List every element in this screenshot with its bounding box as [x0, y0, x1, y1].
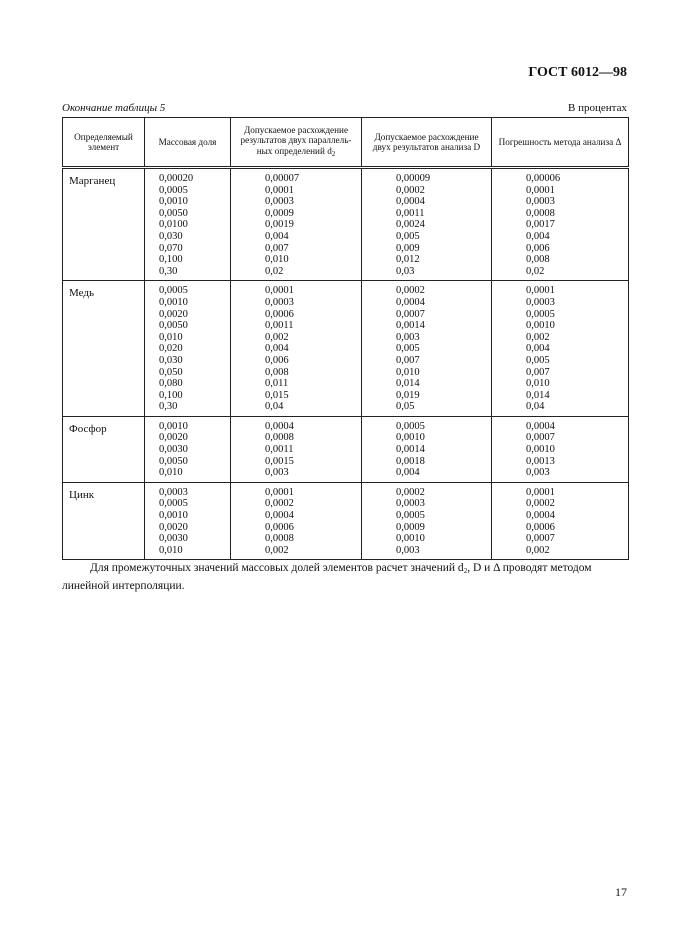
value-delta: 0,014 [526, 389, 550, 401]
element-name: Медь [69, 287, 94, 300]
value-D: 0,0018 [396, 455, 425, 467]
col-header-d2-text: Допускаемое расхождение результатов двух параллель-ных определений d [240, 124, 352, 156]
value-D: 0,007 [396, 354, 420, 366]
value-mass: 0,0010 [159, 196, 188, 208]
table-row [63, 168, 629, 281]
value-d2: 0,010 [265, 254, 289, 266]
note-text-1: Для промежуточных значений массовых долей элементов расчет значений d [90, 562, 464, 574]
col-header-D: Допускаемое расхождение двух результатов анализа D [362, 118, 492, 168]
value-list [145, 417, 230, 482]
value-d2: 0,0004 [265, 420, 294, 432]
value-d2: 0,0001 [265, 486, 294, 498]
value-list [145, 169, 230, 280]
value-d2: 0,0004 [265, 510, 294, 522]
value-delta: 0,004 [526, 343, 550, 355]
value-D: 0,0007 [396, 308, 425, 320]
value-D: 0,010 [396, 366, 420, 378]
interpolation-note [62, 561, 628, 594]
element-name: Фосфор [69, 422, 107, 435]
value-d2: 0,0006 [265, 521, 294, 533]
value-D: 0,0005 [396, 420, 425, 432]
value-mass: 0,0100 [159, 219, 188, 231]
value-D: 0,004 [396, 467, 420, 479]
value-D: 0,0002 [396, 184, 425, 196]
element-cell [63, 482, 145, 560]
value-list [492, 281, 628, 416]
value-mass: 0,30 [159, 265, 178, 277]
value-d2: 0,004 [265, 343, 289, 355]
value-list [145, 281, 230, 416]
value-delta: 0,0013 [526, 455, 555, 467]
value-delta: 0,0001 [526, 285, 555, 297]
value-d2: 0,007 [265, 242, 289, 254]
table-continuation-label: Окончание таблицы 5 [62, 102, 166, 114]
units-label: В процентах [568, 102, 627, 114]
value-cell-d2 [231, 482, 362, 560]
value-cell-delta [492, 281, 629, 417]
value-D: 0,0002 [396, 285, 425, 297]
value-delta: 0,008 [526, 254, 550, 266]
value-d2: 0,0015 [265, 455, 294, 467]
value-D: 0,005 [396, 343, 420, 355]
value-cell-mass [145, 482, 231, 560]
value-mass: 0,0003 [159, 486, 188, 498]
value-cell-delta [492, 482, 629, 560]
value-mass: 0,0050 [159, 320, 188, 332]
value-cell-D [362, 168, 492, 281]
value-D: 0,0010 [396, 432, 425, 444]
col-header-element: Определяемый элемент [63, 118, 145, 168]
value-D: 0,005 [396, 230, 420, 242]
value-mass: 0,030 [159, 230, 183, 242]
value-delta: 0,010 [526, 378, 550, 390]
value-d2: 0,0001 [265, 285, 294, 297]
value-mass: 0,010 [159, 331, 183, 343]
value-cell-d2 [231, 281, 362, 417]
value-delta: 0,006 [526, 242, 550, 254]
value-delta: 0,0017 [526, 219, 555, 231]
value-mass: 0,050 [159, 366, 183, 378]
value-cell-delta [492, 416, 629, 482]
value-mass: 0,0050 [159, 207, 188, 219]
value-mass: 0,010 [159, 544, 183, 556]
value-d2: 0,0003 [265, 196, 294, 208]
value-delta: 0,0010 [526, 444, 555, 456]
element-cell [63, 168, 145, 281]
value-d2: 0,015 [265, 389, 289, 401]
value-list [231, 169, 361, 280]
value-delta: 0,002 [526, 544, 550, 556]
value-mass: 0,00020 [159, 173, 194, 184]
value-D: 0,0024 [396, 219, 425, 231]
value-d2: 0,0011 [265, 320, 294, 332]
value-d2: 0,0006 [265, 308, 294, 320]
element-cell [63, 416, 145, 482]
value-delta: 0,0007 [526, 432, 555, 444]
value-delta: 0,0005 [526, 308, 555, 320]
value-d2: 0,04 [265, 401, 284, 413]
value-D: 0,019 [396, 389, 420, 401]
value-D: 0,003 [396, 331, 420, 343]
value-cell-mass [145, 281, 231, 417]
value-mass: 0,0005 [159, 285, 188, 297]
element-name: Марганец [69, 175, 116, 187]
value-delta: 0,0003 [526, 196, 555, 208]
value-d2: 0,002 [265, 544, 289, 556]
value-mass: 0,0005 [159, 184, 188, 196]
value-delta: 0,003 [526, 467, 550, 479]
value-mass: 0,0020 [159, 308, 188, 320]
value-D: 0,0011 [396, 207, 425, 219]
value-d2: 0,0002 [265, 498, 294, 510]
value-mass: 0,0020 [159, 521, 188, 533]
value-cell-d2 [231, 168, 362, 281]
value-d2: 0,0008 [265, 533, 294, 545]
table-body [63, 168, 629, 560]
value-mass: 0,0010 [159, 420, 188, 432]
value-D: 0,0014 [396, 320, 425, 332]
value-d2: 0,003 [265, 467, 289, 479]
value-D: 0,0009 [396, 521, 425, 533]
value-mass: 0,030 [159, 354, 183, 366]
page-number: 17 [615, 885, 627, 899]
value-D: 0,012 [396, 254, 420, 266]
value-d2: 0,004 [265, 230, 289, 242]
value-cell-D [362, 482, 492, 560]
col-header-mass: Массовая доля [145, 118, 231, 168]
value-D: 0,03 [396, 265, 415, 277]
value-D: 0,0002 [396, 486, 425, 498]
value-delta: 0,002 [526, 331, 550, 343]
note-text-2: , D и Δ проводят методом линейной интерполяции. [62, 562, 592, 592]
value-list [362, 483, 491, 560]
element-name: Цинк [69, 488, 95, 501]
table-row [63, 281, 629, 417]
value-delta: 0,04 [526, 401, 545, 413]
value-mass: 0,0030 [159, 444, 188, 456]
document-code: ГОСТ 6012—98 [528, 65, 627, 80]
value-list [231, 483, 361, 560]
value-mass: 0,100 [159, 389, 183, 401]
value-mass: 0,0010 [159, 510, 188, 522]
value-delta: 0,0001 [526, 486, 555, 498]
value-delta: 0,0003 [526, 296, 555, 308]
value-list [492, 169, 628, 280]
table-header-row [63, 118, 629, 168]
value-mass: 0,020 [159, 343, 183, 355]
value-mass: 0,0020 [159, 432, 188, 444]
value-D: 0,0005 [396, 510, 425, 522]
col-header-delta: Погрешность метода анализа Δ [492, 118, 629, 168]
value-D: 0,009 [396, 242, 420, 254]
element-cell [63, 281, 145, 417]
value-cell-d2 [231, 416, 362, 482]
value-d2: 0,0001 [265, 184, 294, 196]
value-d2: 0,008 [265, 366, 289, 378]
value-list [362, 417, 491, 482]
value-delta: 0,0004 [526, 420, 555, 432]
value-d2: 0,0009 [265, 207, 294, 219]
value-d2: 0,00007 [265, 173, 300, 184]
value-delta: 0,0002 [526, 498, 555, 510]
value-d2: 0,02 [265, 265, 284, 277]
value-mass: 0,0030 [159, 533, 188, 545]
value-delta: 0,0007 [526, 533, 555, 545]
value-delta: 0,0001 [526, 184, 555, 196]
table-row [63, 416, 629, 482]
value-list [492, 483, 628, 560]
value-D: 0,0010 [396, 533, 425, 545]
value-delta: 0,00006 [526, 173, 561, 184]
value-mass: 0,0050 [159, 455, 188, 467]
value-d2: 0,002 [265, 331, 289, 343]
value-cell-D [362, 281, 492, 417]
value-list [362, 169, 491, 280]
value-D: 0,05 [396, 401, 415, 413]
value-D: 0,0003 [396, 498, 425, 510]
value-delta: 0,005 [526, 354, 550, 366]
value-D: 0,014 [396, 378, 420, 390]
value-D: 0,003 [396, 544, 420, 556]
value-delta: 0,0008 [526, 207, 555, 219]
value-mass: 0,100 [159, 254, 183, 266]
value-list [145, 483, 230, 560]
value-mass: 0,0005 [159, 498, 188, 510]
value-mass: 0,30 [159, 401, 178, 413]
value-D: 0,0014 [396, 444, 425, 456]
value-mass: 0,010 [159, 467, 183, 479]
value-list [231, 281, 361, 416]
value-list [362, 281, 491, 416]
value-mass: 0,0010 [159, 296, 188, 308]
value-D: 0,00009 [396, 173, 431, 184]
note-subscript: 2 [463, 567, 468, 575]
value-cell-mass [145, 416, 231, 482]
value-mass: 0,070 [159, 242, 183, 254]
value-d2: 0,0008 [265, 432, 294, 444]
value-D: 0,0004 [396, 196, 425, 208]
value-d2: 0,0003 [265, 296, 294, 308]
results-table [62, 117, 629, 560]
value-d2: 0,0019 [265, 219, 294, 231]
value-cell-D [362, 416, 492, 482]
value-delta: 0,0004 [526, 510, 555, 522]
value-delta: 0,004 [526, 230, 550, 242]
value-d2: 0,0011 [265, 444, 294, 456]
value-D: 0,0004 [396, 296, 425, 308]
value-d2: 0,011 [265, 378, 289, 390]
col-header-d2-subscript: 2 [331, 149, 336, 158]
value-delta: 0,007 [526, 366, 550, 378]
value-cell-delta [492, 168, 629, 281]
value-delta: 0,02 [526, 265, 545, 277]
value-list [492, 417, 628, 482]
col-header-d2 [231, 118, 362, 168]
table-row [63, 482, 629, 560]
value-delta: 0,0006 [526, 521, 555, 533]
value-cell-mass [145, 168, 231, 281]
value-delta: 0,0010 [526, 320, 555, 332]
value-d2: 0,006 [265, 354, 289, 366]
value-mass: 0,080 [159, 378, 183, 390]
value-list [231, 417, 361, 482]
